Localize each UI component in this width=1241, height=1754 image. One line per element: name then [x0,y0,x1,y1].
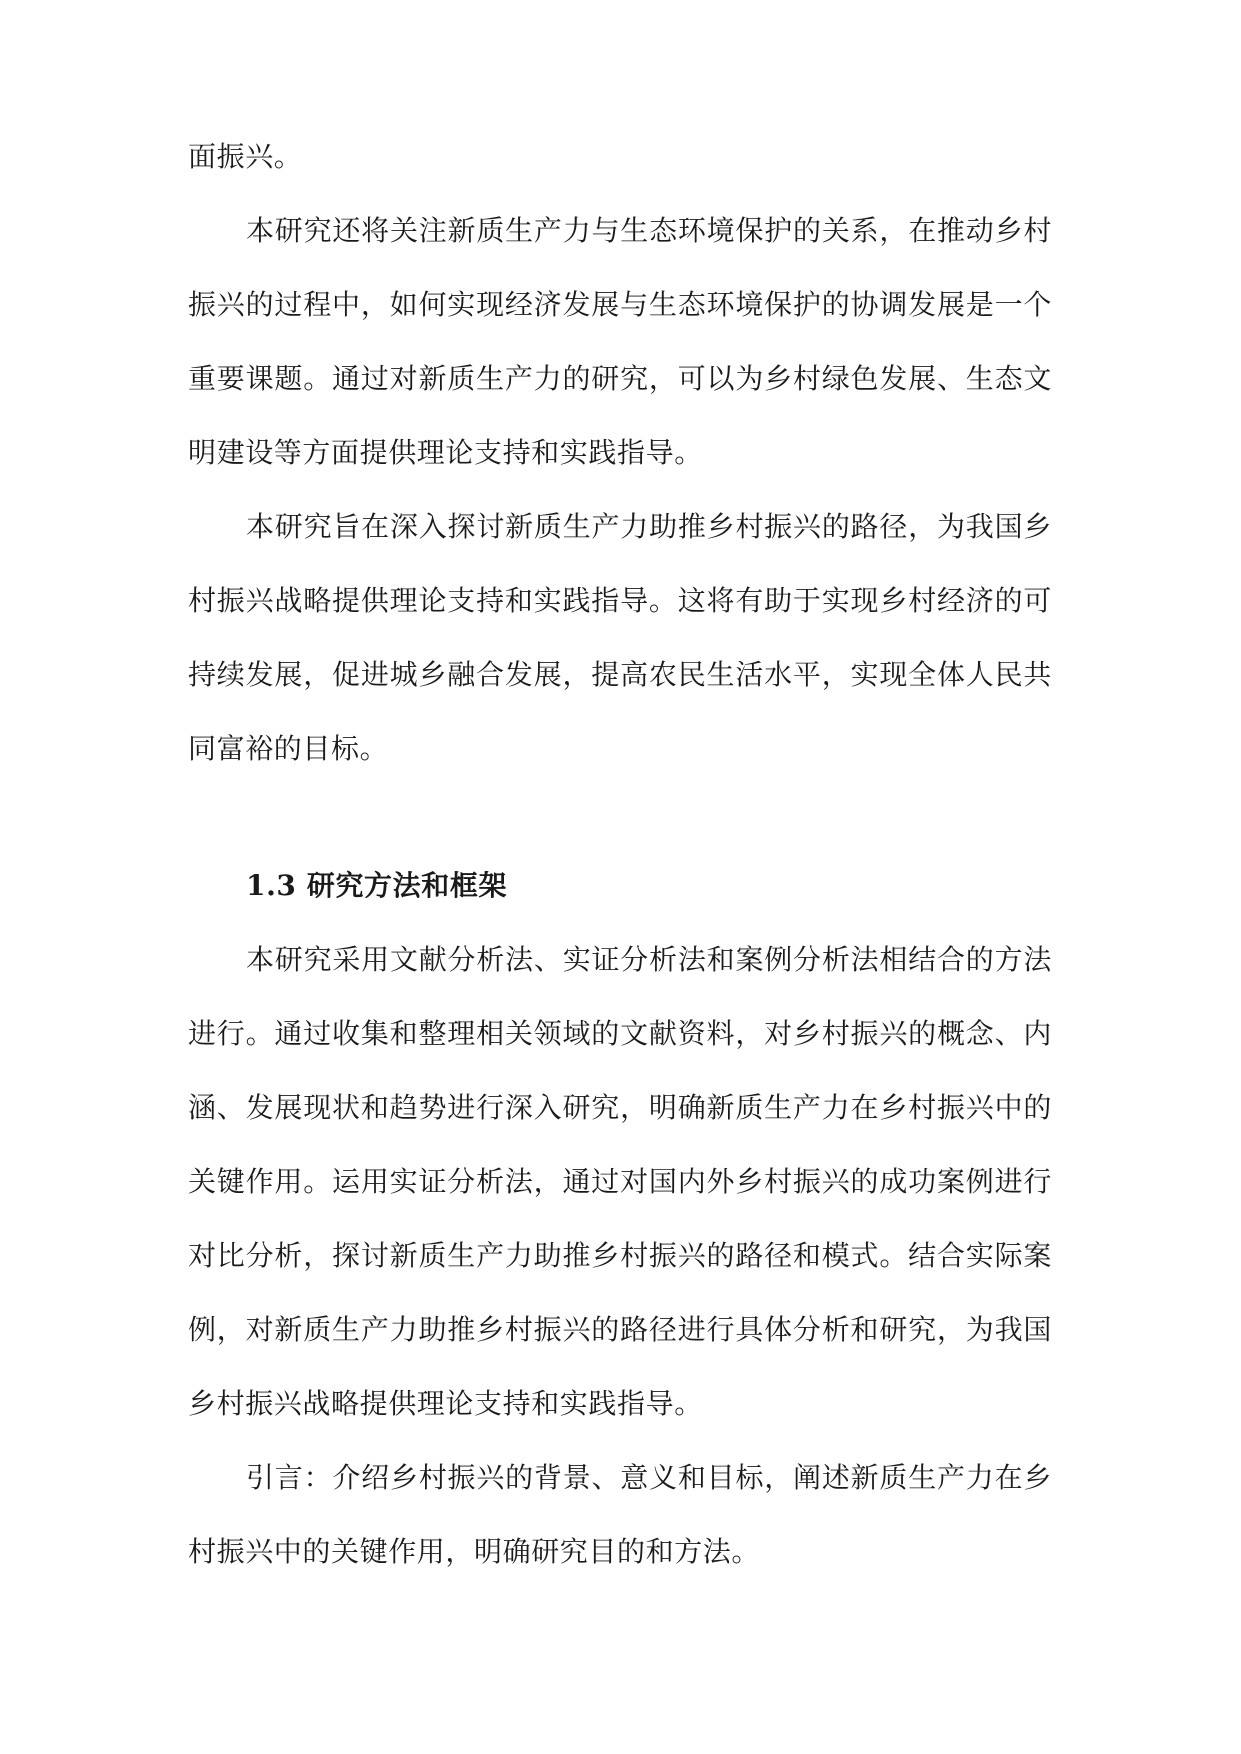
paragraph-ecology: 本研究还将关注新质生产力与生态环境保护的关系，在推动乡村振兴的过程中，如何实现经济发展与生态环境保护的协调发展是一个重要课题。通过对新质生产力的研究，可以为乡村绿色发展、生态文明建设等方面提供理论支持和实践指导。 [188,214,1052,469]
paragraph-introduction: 引言：介绍乡村振兴的背景、意义和目标，阐述新质生产力在乡村振兴中的关键作用，明确研究目的和方法。 [188,1461,1052,1568]
paragraph-methods: 本研究采用文献分析法、实证分析法和案例分析法相结合的方法进行。通过收集和整理相关领域的文献资料，对乡村振兴的概念、内涵、发展现状和趋势进行深入研究，明确新质生产力在乡村振兴中的关键作用。运用实证分析法，通过对国内外乡村振兴的成功案例进行对比分析，探讨新质生产力助推乡村振兴的路径和模式。结合实际案例，对新质生产力助推乡村振兴的路径进行具体分析和研究，为我国乡村振兴战略提供理论支持和实践指导。 [188,943,1052,1420]
paragraph-research-goal: 本研究旨在深入探讨新质生产力助推乡村振兴的路径，为我国乡村振兴战略提供理论支持和实践指导。这将有助于实现乡村经济的可持续发展，促进城乡融合发展，提高农民生活水平，实现全体人民共同富裕的目标。 [188,510,1052,765]
paragraph-continuation: 面振兴。 [188,140,303,173]
section-heading: 1.3 研究方法和框架 [246,869,508,902]
